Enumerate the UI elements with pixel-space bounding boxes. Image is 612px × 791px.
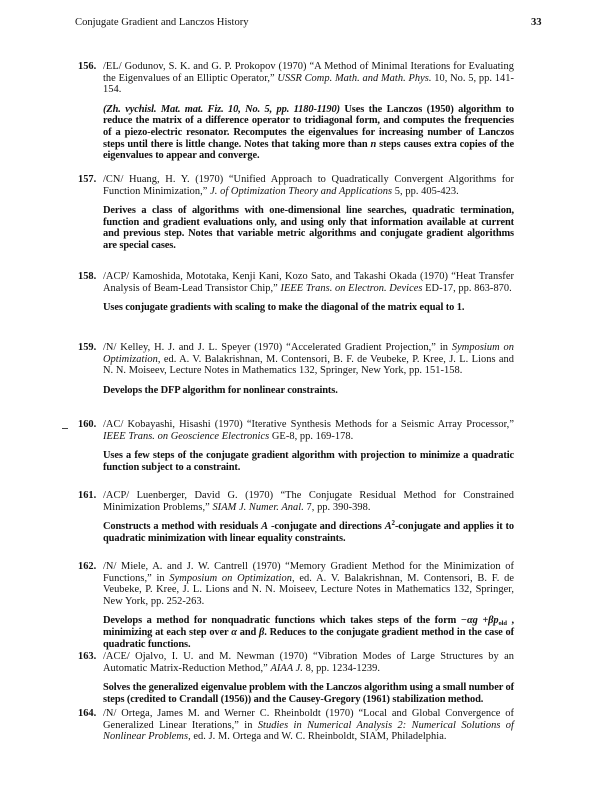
text-segment: steps causes extra copies of the eigenvalues to appear and converge. [103,138,514,162]
page-number: 33 [531,17,542,28]
entry-citation [103,490,514,513]
text-segment: /N/ Kelley, H. J. and J. L. Speyer (1970) “Accelerated Gradient Projection,” in [103,342,452,353]
italic-text: −αg +βp [460,615,499,627]
text-segment: /CN/ Huang, H. Y. (1970) “Unified Approach to Quadratically Convergent Algorithms for Function Minimization,” [103,174,514,197]
text-segment: /ACP/ Kamoshida, Mototaka, Kenji Kani, Kozo Sato, and Takashi Okada (1970) “Heat Transfer Analysis of Beam-Lead Transistor Chip,” [103,271,514,294]
entry-number: 157. [78,174,97,185]
text-segment: and [236,626,260,638]
entry-number: 164. [78,708,97,719]
margin-mark [62,428,68,429]
entry-number: 161. [78,490,97,501]
text-segment: 2 [391,519,395,528]
entry-number: 162. [78,561,97,572]
entry-annotation [103,615,514,650]
text-segment: 10, No. 5, pp. 141-154. [103,72,514,96]
text-segment: old [498,620,507,628]
bibliography-entry [78,271,514,314]
entry-citation [103,708,514,743]
text-segment: , ed. A. V. Balakrishnan, M. Contensori, B. F. de Veubeke, P. Kree, J. L. Lions and N. N. Moiseev, Lecture Notes in Mathematics 132, Springer, New York, pp. 151-158. [103,353,514,377]
text-segment: /ACE/ Ojalvo, I. U. and M. Newman (1970) “Vibration Modes of Large Structures by an Automatic Matrix-Reduction Method,” [103,651,514,674]
text-segment: Develops a method for nonquadratic functions which takes steps of the form [103,615,461,627]
entry-number: 163. [78,651,97,662]
text-segment: /N/ Miele, A. and J. W. Cantrell (1970) “Memory Gradient Method for the Minimization of Functions,” in [103,561,514,584]
italic-text: (Zh. vychisl. Mat. mat. Fiz. 10, No. 5, pp. 1180-1190) [103,103,340,115]
italic-text: n [370,138,377,150]
entry-annotation [103,682,514,705]
italic-text: J. of Optimization Theory and Applications [210,185,393,197]
text-segment: -conjugate and applies it to quadratic minimization with linear equality constraints. [103,521,515,544]
entry-annotation [103,521,514,544]
entry-annotation [103,205,514,251]
text-segment: 5, pp. 405-423. [392,185,459,197]
text-segment: Develops the DFP algorithm for nonlinear constraints. [103,384,338,396]
entry-annotation [103,450,514,473]
italic-text: β [259,626,265,638]
italic-text: USSR Comp. Math. and Math. Phys. [277,72,432,84]
text-segment: Solves the generalized eigenvalue problem with the Lanczos algorithm using a small number of steps (credited to Crandall (1956)) and the Causey-Gregory (1961) stabilization method. [103,682,514,705]
bibliography-entry [78,419,514,473]
entry-number: 158. [78,271,97,282]
italic-text: α [231,626,237,638]
text-segment: ED-17, pp. 863-870. [422,282,512,294]
entry-annotation [103,104,514,162]
italic-text: SIAM J. Numer. Anal. [212,501,304,513]
text-segment: Derives a class of algorithms with one-dimensional line searches, quadratic termination, function and gradient evaluations only, and using only that information available at current and previous step. Notes that variable metric algorithms and conjugate gradient algorithms are special cases. [103,205,514,251]
text-segment: /N/ Ortega, James M. and Werner C. Rheinboldt (1970) “Local and Global Convergence of Generalized Linear Iterations,” in [103,708,514,731]
entry-citation [103,419,514,442]
italic-text: Studies in Numerical Analysis 2: Numerical Solutions of Nonlinear Problems [103,719,514,743]
italic-text: AIAA J. [270,662,303,674]
bibliography-entry [78,651,514,705]
text-segment: . Reduces to the conjugate gradient method in the case of quadratic functions. [103,626,514,650]
entry-citation [103,342,514,377]
entry-citation [103,561,514,607]
bibliography-entry [78,342,514,396]
text-segment: /ACP/ Luenberger, David G. (1970) “The Conjugate Residual Method for Constrained Minimization Problems,” [103,490,514,513]
entry-annotation [103,385,514,397]
text-segment: Uses the Lanczos (1950) algorithm to reduce the matrix of a difference operator to tridiagonal form, and computes the frequencies of a piezo-electric resonator. Recomputes the eigenvalues for increasing number of Lanczos steps until there is little change. Notes that taking more than [103,103,515,150]
text-segment: , ed. A. V. Balakrishnan, M. Contensori, B. F. de Veubeke, P. Kree, J. L. Lions and N. N. Moiseev, Lecture Notes in Mathematics 132, Springer, New York, pp. 252-263. [103,572,514,607]
text-segment: /EL/ Godunov, S. K. and G. P. Prokopov (1970) “A Method of Minimal Iterations for Evaluating the Eigenvalues of an Elliptic Operator,” [103,61,514,84]
italic-text: Symposium on Optimization [169,572,292,584]
text-segment: , minimizing at each step over [103,615,514,638]
text-segment: Uses a few steps of the conjugate gradient algorithm with projection to minimize a quadratic function subject to a constraint. [103,450,514,473]
text-segment: -conjugate and directions [268,521,385,533]
entry-annotation [103,302,514,314]
bibliography-entry [78,708,514,743]
text-segment: 8, pp. 1234-1239. [302,662,381,674]
bibliography-entry [78,61,514,162]
italic-text: IEEE Trans. on Geoscience Electronics [103,430,270,442]
text-segment: /AC/ Kobayashi, Hisashi (1970) “Iterative Synthesis Methods for a Seismic Array Processor,” [103,419,514,430]
text-segment: Uses conjugate gradients with scaling to make the diagonal of the matrix equal to 1. [103,302,465,314]
entry-citation [103,271,514,294]
text-segment: 7, pp. 390-398. [303,501,371,513]
entry-number: 160. [78,419,97,430]
italic-text: Symposium on Optimization [103,342,515,365]
running-title: Conjugate Gradient and Lanczos History [75,17,249,28]
entry-citation [103,174,514,197]
bibliography-entry [78,174,514,252]
text-segment: , ed. J. M. Ortega and W. C. Rheinboldt, SIAM, Philadelphia. [188,731,447,743]
italic-text: IEEE Trans. on Electron. Devices [280,282,423,294]
entry-number: 159. [78,342,97,353]
italic-text: A [384,521,392,533]
italic-text: A [261,521,269,533]
bibliography-entry [78,490,514,544]
entry-number: 156. [78,61,97,72]
entry-citation [103,61,514,96]
bibliography-entry [78,561,514,650]
entry-citation [103,651,514,674]
text-segment: Constructs a method with residuals [103,521,262,533]
text-segment: GE-8, pp. 169-178. [269,430,354,442]
